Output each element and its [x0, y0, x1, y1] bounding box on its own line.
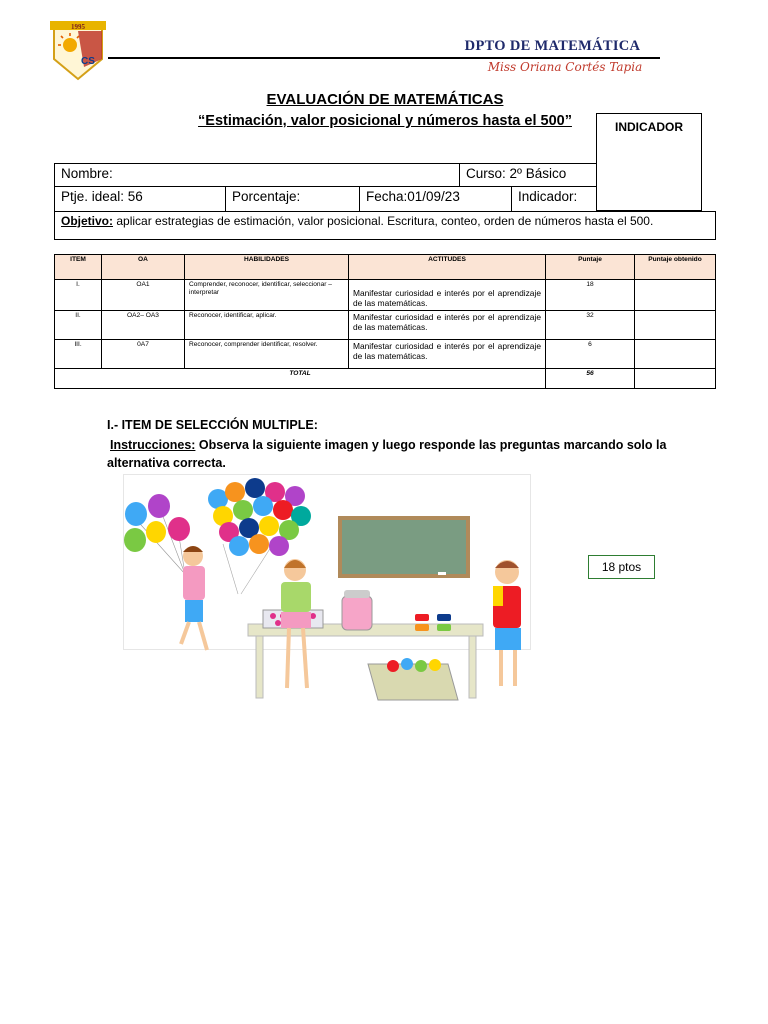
row-oa: 0A7	[102, 340, 185, 369]
row-actitudes: Manifestar curiosidad e interés por el aprendizaje de las matemáticas.	[349, 340, 546, 369]
nombre-label: Nombre:	[61, 166, 113, 181]
row-item: II.	[55, 311, 102, 340]
row-item: I.	[55, 280, 102, 311]
header-item: ITEM	[55, 255, 102, 280]
chalkboard-icon	[338, 516, 470, 578]
table-header-row	[55, 255, 716, 280]
classroom-illustration	[123, 474, 531, 702]
instructions	[107, 436, 667, 472]
indicador-box-label: INDICADOR	[615, 120, 683, 134]
boy-icon	[493, 560, 521, 686]
balloons-left-icon	[124, 494, 190, 574]
instructions-label: Instrucciones:	[110, 438, 196, 452]
candy-jar-icon	[342, 590, 372, 630]
table-row	[55, 340, 716, 369]
header-puntaje: Puntaje	[546, 255, 635, 280]
total-value: 56	[546, 369, 635, 389]
department-title: DPTO DE MATEMÁTICA	[464, 38, 641, 54]
row-puntaje: 18	[546, 280, 635, 311]
points-badge: 18 ptos	[588, 555, 655, 579]
ptje-ideal-text: Ptje. ideal: 56	[61, 189, 143, 204]
row-oa: OA1	[102, 280, 185, 311]
row-puntaje-obtenido[interactable]	[635, 311, 716, 340]
row-habilidades: Reconocer, comprender identificar, resolver.	[185, 340, 349, 369]
page-title: EVALUACIÓN DE MATEMÁTICAS	[266, 91, 504, 108]
page-subtitle: “Estimación, valor posicional y números hasta el 500”	[198, 113, 572, 129]
objetivo-text: aplicar estrategias de estimación, valor posicional. Escritura, conteo, orden de números hasta el 500.	[116, 214, 654, 228]
school-logo	[50, 19, 106, 81]
porcentaje-label: Porcentaje:	[232, 189, 301, 204]
total-label: TOTAL	[55, 369, 546, 389]
toy-box-icon	[368, 658, 458, 700]
ptje-ideal-cell	[54, 186, 226, 212]
table-total-row	[55, 369, 716, 389]
header-divider	[108, 57, 660, 59]
table-row	[55, 280, 716, 311]
row-puntaje: 32	[546, 311, 635, 340]
header-actitudes: ACTITUDES	[349, 255, 546, 280]
row-habilidades: Comprender, reconocer, identificar, seleccionar – interpretar	[185, 280, 349, 311]
fecha-cell	[359, 186, 512, 212]
header-oa: OA	[102, 255, 185, 280]
porcentaje-field[interactable]	[225, 186, 360, 212]
girl-middle-icon	[281, 559, 311, 688]
row-item: III.	[55, 340, 102, 369]
header-puntaje-obtenido: Puntaje obtenido	[635, 255, 716, 280]
instructions-text: Observa la siguiente imagen y luego responde las preguntas marcando solo la alternativa correcta.	[107, 438, 667, 471]
curso-text: Curso: 2º Básico	[466, 166, 567, 181]
indicador-box	[596, 113, 702, 211]
nombre-field[interactable]	[54, 163, 460, 187]
row-oa: OA2– OA3	[102, 311, 185, 340]
row-puntaje: 6	[546, 340, 635, 369]
indicador-field[interactable]	[511, 186, 597, 212]
logo-initials: CS	[81, 56, 95, 67]
header-habilidades: HABILIDADES	[185, 255, 349, 280]
evaluation-table	[54, 254, 716, 389]
row-actitudes: Manifestar curiosidad e interés por el aprendizaje de las matemáticas.	[349, 280, 546, 311]
total-obtenido[interactable]	[635, 369, 716, 389]
row-puntaje-obtenido[interactable]	[635, 280, 716, 311]
objetivo-cell	[54, 211, 716, 240]
fecha-text: Fecha:01/09/23	[366, 189, 460, 204]
table-row	[55, 311, 716, 340]
teacher-name: Miss Oriana Cortés Tapia	[487, 60, 643, 74]
section-title: I.- ITEM DE SELECCIÓN MULTIPLE:	[107, 418, 318, 432]
row-actitudes: Manifestar curiosidad e interés por el aprendizaje de las matemáticas.	[349, 311, 546, 340]
row-habilidades: Reconocer, identificar, aplicar.	[185, 311, 349, 340]
girl-left-icon	[181, 546, 207, 650]
objetivo-label: Objetivo:	[61, 214, 114, 228]
logo-year: 1995	[71, 23, 85, 31]
indicador-label: Indicador:	[518, 189, 578, 204]
curso-cell	[459, 163, 597, 187]
row-puntaje-obtenido[interactable]	[635, 340, 716, 369]
